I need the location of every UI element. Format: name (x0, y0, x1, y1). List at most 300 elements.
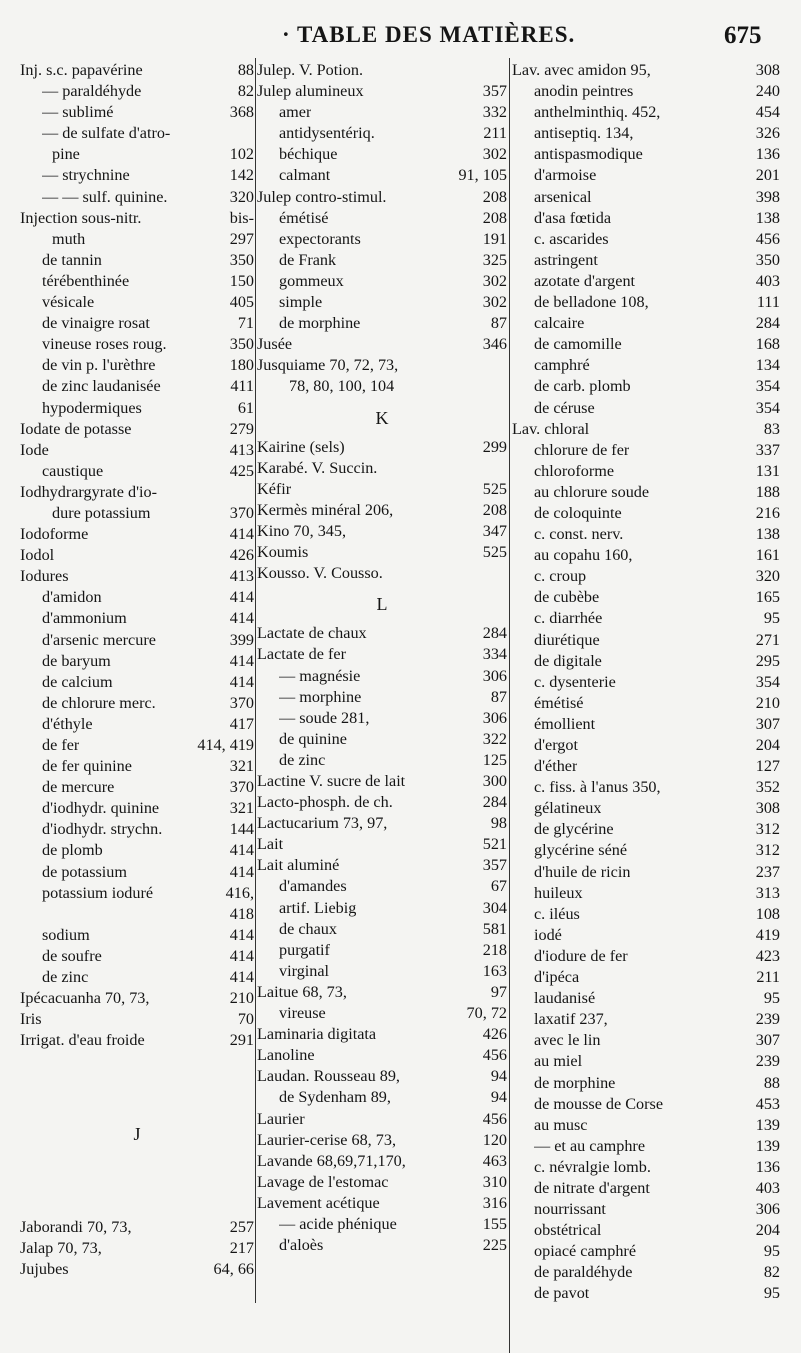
index-entry (512, 1051, 780, 1072)
index-entry (257, 1003, 507, 1024)
column-divider (255, 58, 256, 1303)
entry-pages: 414 (229, 525, 254, 544)
entry-term: Lactucarium 73, 97, (257, 814, 388, 833)
entry-term: de digitale (534, 651, 602, 670)
index-entry (257, 1024, 507, 1045)
index-entry (20, 482, 254, 503)
entry-term: expectorants (279, 229, 361, 248)
index-entry (20, 946, 254, 967)
entry-term: Kairine (sels) (257, 437, 345, 456)
entry-term: simple (279, 293, 323, 312)
entry-term: Kino 70, 345, (257, 521, 347, 540)
index-entry (512, 503, 780, 524)
entry-term: pine (52, 145, 80, 164)
entry-pages: 414 (229, 841, 254, 860)
entry-pages: 307 (755, 714, 780, 733)
entry-pages: 357 (482, 82, 507, 101)
index-entry (20, 608, 254, 629)
entry-pages: 240 (755, 82, 780, 101)
entry-term: de fer (42, 736, 80, 754)
entry-term: au chlorure soude (534, 482, 650, 501)
index-entry (257, 961, 507, 982)
index-entry (257, 208, 507, 229)
entry-pages: 284 (482, 624, 507, 643)
index-entry (512, 819, 780, 840)
entry-pages: 95 (763, 609, 780, 628)
entry-pages: 350 (229, 335, 254, 354)
entry-pages: 525 (482, 543, 507, 562)
entry-pages: 321 (229, 757, 254, 776)
index-entry (20, 1030, 254, 1051)
entry-term: de pavot (534, 1284, 590, 1303)
entry-pages: 284 (482, 793, 507, 812)
index-entry (512, 1030, 780, 1051)
entry-pages: 225 (482, 1236, 507, 1255)
entry-term: potassium ioduré (42, 883, 154, 902)
entry-pages: 302 (482, 145, 507, 164)
entry-term: Laminaria digitata (257, 1025, 377, 1044)
index-entry (512, 714, 780, 735)
spacer (20, 1072, 254, 1093)
entry-pages: 370 (229, 778, 254, 797)
index-entry (257, 666, 507, 687)
entry-pages: 414 (229, 968, 254, 987)
section-letter: J (133, 1124, 141, 1145)
index-entry (20, 714, 254, 735)
entry-term: c. névralgie lomb. (534, 1157, 651, 1176)
entry-term: laxatif 237, (534, 1010, 608, 1029)
index-entry (20, 777, 254, 798)
entry-term: de soufre (42, 946, 102, 965)
index-entry (20, 756, 254, 777)
index-entry (512, 693, 780, 714)
index-entry (20, 208, 254, 229)
index-entry (20, 545, 254, 566)
entry-term: d'iodhydr. quinine (42, 799, 160, 818)
index-entry (257, 1172, 507, 1193)
entry-term: antidysentériq. (279, 124, 375, 143)
index-entry (512, 144, 780, 165)
entry-pages: 307 (755, 1031, 780, 1050)
entry-pages: 127 (755, 757, 780, 776)
entry-pages: 423 (755, 946, 780, 965)
entry-pages: 163 (482, 961, 507, 980)
index-entry (257, 479, 507, 500)
entry-term: azotate d'argent (534, 271, 636, 290)
entry-pages: 168 (755, 335, 780, 354)
section-letter: L (376, 594, 388, 615)
index-entry (20, 398, 254, 419)
entry-term: Iodate de potasse (20, 419, 132, 438)
entry-term: Kermès minéral 206, (257, 500, 394, 519)
index-entry (257, 1066, 507, 1087)
entry-term: Laitue 68, 73, (257, 982, 347, 1001)
entry-pages: 70 (237, 1010, 254, 1029)
entry-term: muth (52, 229, 86, 248)
entry-pages: 95 (763, 1242, 780, 1261)
entry-term: Iode (20, 440, 49, 459)
entry-term: de chlorure merc. (42, 693, 156, 712)
entry-term: purgatif (279, 940, 330, 959)
entry-term: de tannin (42, 250, 102, 269)
entry-pages: 165 (755, 588, 780, 607)
index-entry (512, 798, 780, 819)
index-entry (20, 1009, 254, 1030)
entry-term: de mercure (42, 778, 115, 797)
entry-term: de zinc laudanisée (42, 377, 161, 396)
entry-term: calcaire (534, 314, 585, 333)
entry-pages: 426 (229, 546, 254, 565)
section-letter: K (375, 407, 389, 428)
index-entry (512, 1094, 780, 1115)
entry-term: de mousse de Corse (534, 1094, 664, 1113)
index-entry (512, 988, 780, 1009)
index-entry (512, 1115, 780, 1136)
entry-pages: 414 (229, 588, 254, 607)
entry-term: c. ascarides (534, 229, 609, 248)
index-entry (512, 651, 780, 672)
index-entry (512, 1073, 780, 1094)
entry-pages: 82 (237, 82, 254, 101)
entry-term: Iodol (20, 546, 55, 565)
entry-term: Lait (257, 835, 284, 854)
entry-pages: 306 (482, 708, 507, 727)
index-entry (512, 1241, 780, 1262)
entry-term: d'ammonium (42, 609, 127, 628)
entry-pages: 161 (755, 546, 780, 565)
entry-term: d'armoise (534, 166, 597, 185)
entry-term: Laudan. Rousseau 89, (257, 1067, 400, 1086)
index-entry (512, 524, 780, 545)
entry-pages: 94 (490, 1067, 507, 1086)
index-entry (257, 644, 507, 665)
entry-pages: 111 (756, 293, 780, 312)
index-entry (512, 81, 780, 102)
entry-pages: 297 (229, 229, 254, 248)
index-entry (512, 735, 780, 756)
entry-term: dure potassium (52, 503, 151, 522)
index-entry (20, 862, 254, 883)
entry-term: émétisé (534, 693, 584, 712)
entry-term: émollient (534, 714, 596, 733)
index-entry (257, 708, 507, 729)
index-entry (257, 542, 507, 563)
index-entry (257, 521, 507, 542)
entry-pages: 211 (756, 968, 780, 987)
index-entry (512, 925, 780, 946)
index-entry (257, 919, 507, 940)
entry-pages: 302 (482, 271, 507, 290)
index-entry (257, 102, 507, 123)
index-entry (20, 313, 254, 334)
index-entry (20, 355, 254, 376)
entry-term: virginal (279, 961, 330, 980)
entry-pages: 138 (755, 525, 780, 544)
entry-term: vireuse (279, 1004, 326, 1023)
entry-pages: 308 (755, 799, 780, 818)
index-entry (257, 458, 507, 479)
index-entry (20, 925, 254, 946)
index-entry (512, 1283, 780, 1304)
index-entry (20, 376, 254, 397)
index-entry (257, 229, 507, 250)
index-entry (512, 756, 780, 777)
index-entry (257, 187, 507, 208)
entry-pages: 210 (229, 989, 254, 1008)
index-entry (20, 81, 254, 102)
entry-term: — strychnine (42, 166, 130, 185)
running-title: · TABLE DES MATIÈRES. (282, 22, 576, 47)
entry-pages: 313 (755, 883, 780, 902)
index-column-3 (512, 60, 780, 1305)
entry-term: d'aloès (279, 1236, 324, 1255)
entry-pages: 216 (755, 503, 780, 522)
entry-pages: 120 (482, 1130, 507, 1149)
index-entry (20, 271, 254, 292)
entry-term: Lactine V. sucre de lait (257, 772, 406, 790)
index-entry (512, 292, 780, 313)
entry-term: au copahu 160, (534, 546, 633, 565)
index-entry (512, 398, 780, 419)
entry-term: d'arsenic mercure (42, 630, 156, 649)
entry-term: Lanoline (257, 1046, 315, 1065)
index-entry (20, 503, 254, 524)
entry-term: Inj. s.c. papavérine (20, 61, 143, 79)
entry-pages: 399 (229, 630, 254, 649)
index-entry (257, 813, 507, 834)
entry-pages: 82 (763, 1263, 780, 1282)
entry-pages: 284 (755, 314, 780, 333)
index-entry (20, 587, 254, 608)
entry-pages: 320 (229, 187, 254, 206)
index-entry (512, 440, 780, 461)
entry-term: Jaborandi 70, 73, (20, 1217, 132, 1236)
entry-term: Jalap 70, 73, (20, 1238, 102, 1257)
entry-term: Lav. chloral (512, 419, 590, 438)
entry-pages: 208 (482, 187, 507, 206)
page-header (0, 22, 801, 58)
entry-pages: 414, 419 (197, 736, 254, 754)
entry-pages: 334 (482, 645, 507, 664)
entry-term: — acide phénique (279, 1214, 397, 1233)
index-entry (257, 1214, 507, 1235)
entry-term: Lavage de l'estomac (257, 1172, 389, 1191)
spacer (20, 1196, 254, 1217)
entry-term: Karabé. V. Succin. (257, 458, 378, 477)
entry-term: c. iléus (534, 904, 580, 923)
index-entry (20, 187, 254, 208)
index-column-2 (257, 60, 507, 1256)
entry-term: de vinaigre rosat (42, 314, 150, 333)
entry-term: de Sydenham 89, (279, 1088, 391, 1107)
entry-term: au miel (534, 1052, 583, 1071)
entry-pages: 95 (763, 989, 780, 1008)
entry-pages: 138 (755, 208, 780, 227)
index-entry (257, 355, 507, 376)
entry-pages: 463 (482, 1151, 507, 1170)
entry-term: Julep. V. Potion. (257, 61, 363, 79)
index-entry (512, 1136, 780, 1157)
entry-pages: 332 (482, 103, 507, 122)
index-entry (20, 461, 254, 482)
entry-pages: 414 (229, 862, 254, 881)
entry-pages: bis- (229, 208, 254, 227)
index-entry (20, 334, 254, 355)
index-entry (20, 798, 254, 819)
index-entry (512, 608, 780, 629)
entry-term: c. fiss. à l'anus 350, (534, 778, 661, 797)
entry-term: arsenical (534, 187, 592, 206)
entry-pages: 354 (755, 398, 780, 417)
entry-term: vineuse roses roug. (42, 335, 167, 354)
index-entry (20, 883, 254, 904)
entry-term: hypodermiques (42, 398, 142, 417)
index-entry (512, 566, 780, 587)
entry-term: — magnésie (279, 666, 361, 685)
entry-term: de coloquinte (534, 503, 622, 522)
entry-pages: 304 (482, 898, 507, 917)
index-entry (512, 187, 780, 208)
index-entry (512, 672, 780, 693)
entry-term: — soude 281, (279, 708, 370, 727)
entry-term: d'ergot (534, 736, 578, 754)
entry-term: Lavande 68,69,71,170, (257, 1151, 406, 1170)
index-entry (20, 566, 254, 587)
index-entry (20, 440, 254, 461)
entry-pages: 95 (763, 1284, 780, 1303)
index-entry (512, 1262, 780, 1283)
entry-term: de morphine (534, 1073, 616, 1092)
entry-term: chloroforme (534, 461, 615, 480)
entry-pages: 370 (229, 503, 254, 522)
entry-pages: 279 (229, 419, 254, 438)
index-entry (512, 967, 780, 988)
entry-pages: 352 (755, 778, 780, 797)
entry-term: diurétique (534, 630, 600, 649)
index-entry (512, 313, 780, 334)
index-entry (20, 1238, 254, 1259)
entry-pages: 325 (482, 250, 507, 269)
entry-pages: 201 (755, 166, 780, 185)
index-entry (20, 419, 254, 440)
index-entry (20, 735, 254, 756)
entry-term: Laurier-cerise 68, 73, (257, 1130, 397, 1149)
entry-term: Jusée (257, 335, 293, 354)
entry-pages: 87 (490, 687, 507, 706)
entry-pages: 326 (755, 124, 780, 143)
entry-pages: 312 (755, 841, 780, 860)
entry-pages: 155 (482, 1214, 507, 1233)
index-entry (20, 672, 254, 693)
index-entry (257, 687, 507, 708)
index-entry (257, 1045, 507, 1066)
index-entry (512, 587, 780, 608)
entry-term: d'iodhydr. strychn. (42, 820, 163, 839)
entry-pages: 312 (755, 820, 780, 839)
index-entry (257, 165, 507, 186)
entry-term: antiseptiq. 134, (534, 124, 634, 143)
entry-term: Jusquiame 70, 72, 73, (257, 356, 399, 375)
entry-pages: 204 (755, 1221, 780, 1240)
entry-term: Julep contro-stimul. (257, 187, 387, 206)
spacer (20, 1051, 254, 1072)
index-entry (512, 482, 780, 503)
index-entry (512, 419, 780, 440)
entry-pages: 204 (755, 736, 780, 754)
index-entry (20, 988, 254, 1009)
entry-pages: 456 (482, 1046, 507, 1065)
entry-pages: 70, 72 (466, 1004, 507, 1023)
index-entry (512, 1157, 780, 1178)
index-entry (20, 102, 254, 123)
page-number: 675 (724, 22, 762, 49)
index-entry (20, 819, 254, 840)
index-entry (512, 904, 780, 925)
index-entry (512, 840, 780, 861)
index-entry (257, 1130, 507, 1151)
entry-pages: 581 (482, 919, 507, 938)
index-entry (257, 144, 507, 165)
entry-term: Iodhydrargyrate d'io- (20, 482, 158, 501)
entry-term: de potassium (42, 862, 127, 881)
index-entry (20, 165, 254, 186)
index-entry (512, 123, 780, 144)
entry-pages: 306 (482, 666, 507, 685)
entry-term: Lactate de chaux (257, 624, 367, 643)
index-entry (257, 313, 507, 334)
entry-term: d'amidon (42, 588, 102, 607)
entry-pages: 61 (237, 398, 254, 417)
entry-term: anthelminthiq. 452, (534, 103, 661, 122)
entry-pages: 403 (755, 271, 780, 290)
index-entry (257, 898, 507, 919)
index-entry (512, 1220, 780, 1241)
index-entry (257, 792, 507, 813)
index-entry (20, 693, 254, 714)
entry-pages: 139 (755, 1136, 780, 1155)
column-divider (509, 58, 510, 1353)
entry-term: de cubèbe (534, 588, 600, 607)
entry-pages: 357 (482, 856, 507, 875)
entry-pages: 108 (755, 904, 780, 923)
index-entry (512, 250, 780, 271)
entry-term: — sublimé (42, 103, 114, 122)
entry-term: — paraldéhyde (42, 82, 142, 101)
entry-pages: 71 (237, 314, 254, 333)
entry-term: d'amandes (279, 877, 347, 896)
entry-term: caustique (42, 461, 104, 480)
entry-term: nourrissant (534, 1200, 606, 1219)
index-entry (512, 545, 780, 566)
index-entry (257, 940, 507, 961)
spacer (20, 1093, 254, 1114)
entry-pages: 322 (482, 729, 507, 748)
entry-pages: 217 (229, 1238, 254, 1257)
entry-pages: 142 (229, 166, 254, 185)
entry-term: antispasmodique (534, 145, 643, 164)
entry-pages: 454 (755, 103, 780, 122)
entry-term: avec le lin (534, 1031, 601, 1050)
entry-term: — et au camphre (534, 1136, 646, 1155)
entry-term: gommeux (279, 271, 344, 290)
entry-term: Lactate de fer (257, 645, 346, 664)
entry-term: de baryum (42, 651, 111, 670)
entry-term: de zinc (42, 968, 89, 987)
index-entry (20, 123, 254, 144)
entry-pages: 88 (763, 1073, 780, 1092)
entry-term: anodin peintres (534, 82, 634, 101)
spacer (20, 1154, 254, 1175)
